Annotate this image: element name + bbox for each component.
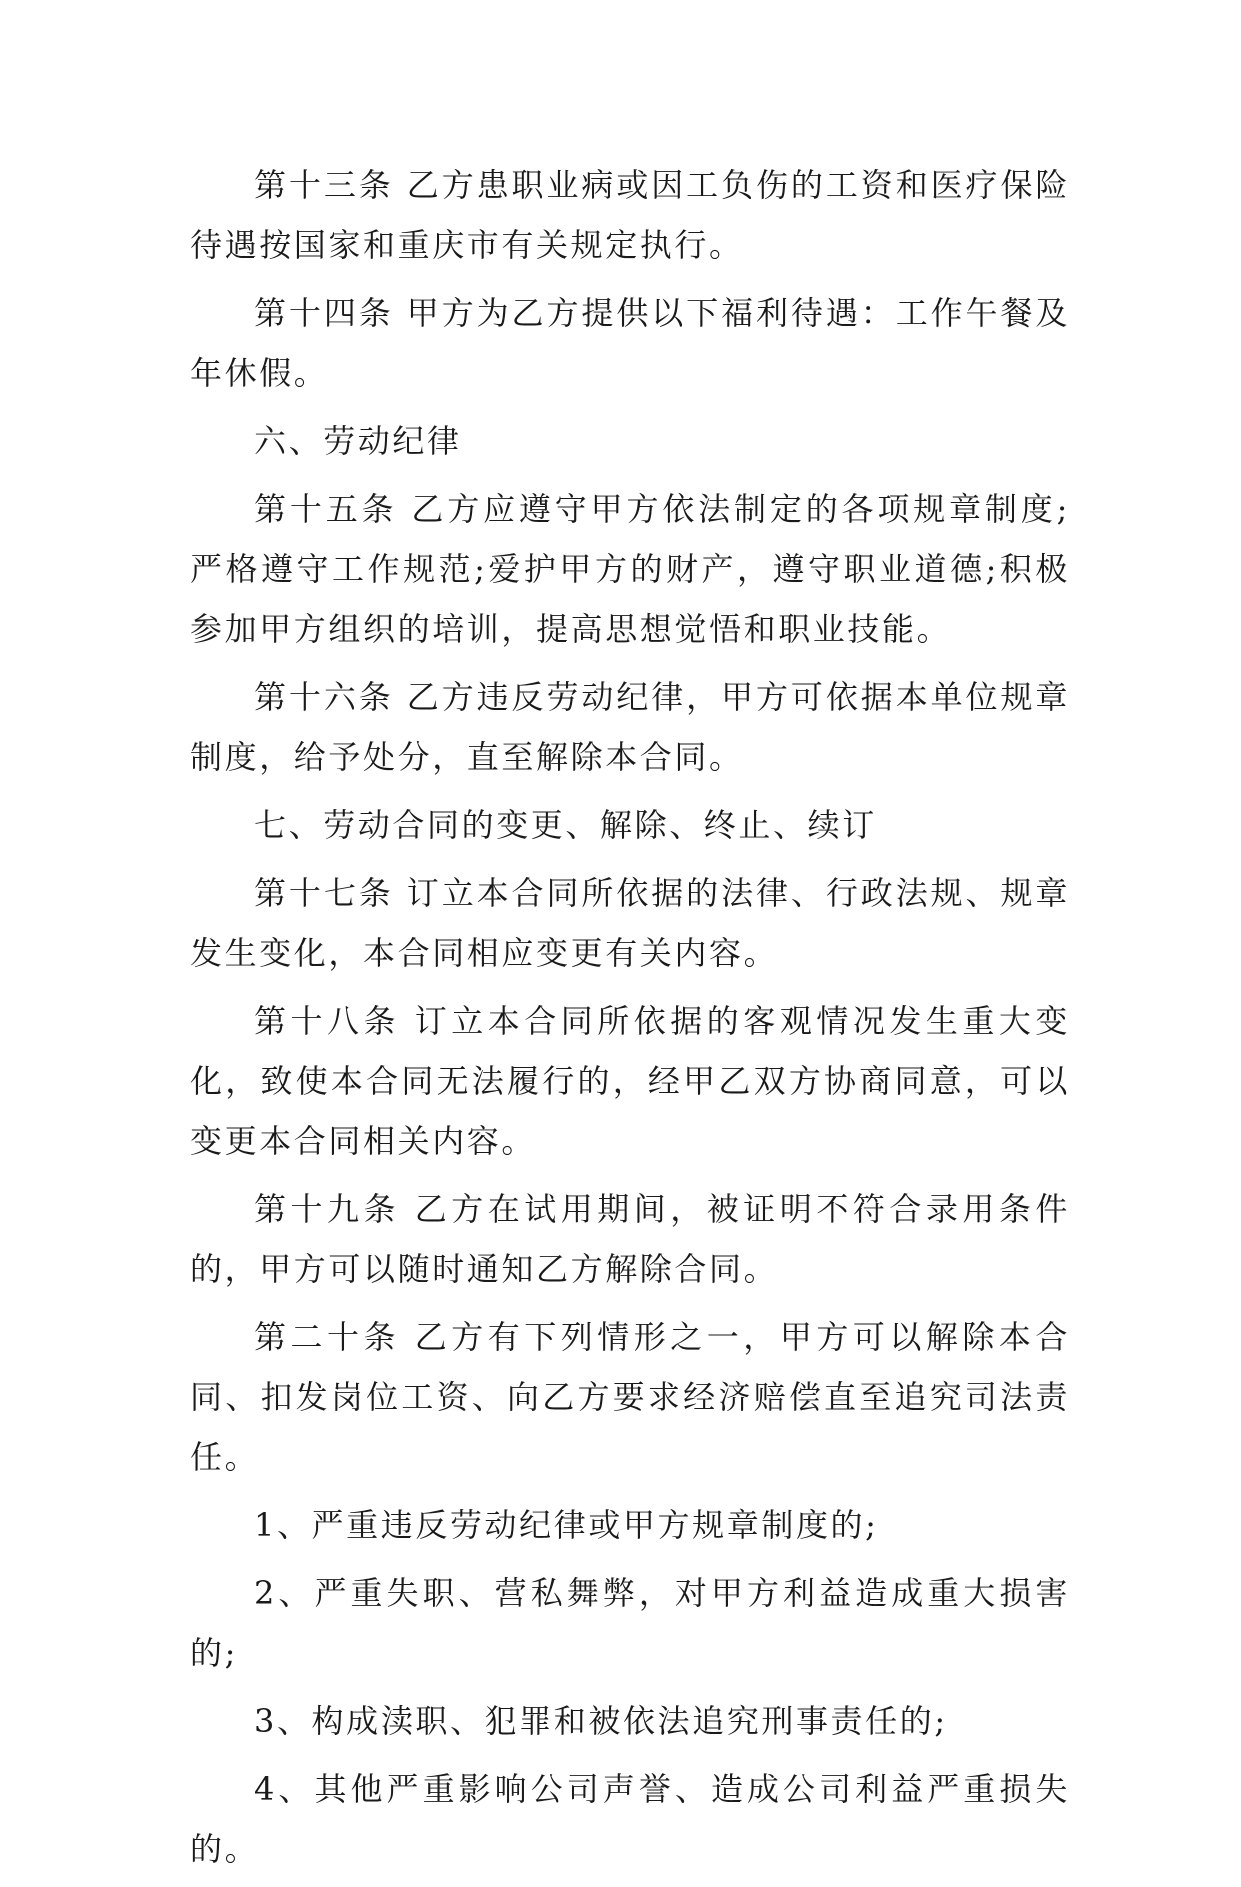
- list-item-4: 4、其他严重影响公司声誉、造成公司利益严重损失的。: [190, 1770, 1070, 1868]
- article-13: 第十三条 乙方患职业病或因工负伤的工资和医疗保险待遇按国家和重庆市有关规定执行。: [190, 166, 1070, 264]
- article-15: 第十五条 乙方应遵守甲方依法制定的各项规章制度;严格遵守工作规范;爱护甲方的财产，遵守职业道德;积极参加甲方组织的培训，提高思想觉悟和职业技能。: [190, 490, 1070, 648]
- article-20: 第二十条 乙方有下列情形之一，甲方可以解除本合同、扣发岗位工资、向乙方要求经济赔偿直至追究司法责任。: [190, 1318, 1070, 1476]
- section-heading-labor-discipline: 六、劳动纪律: [254, 422, 462, 460]
- document-body: [190, 155, 1070, 1887]
- article-17: 第十七条 订立本合同所依据的法律、行政法规、规章发生变化，本合同相应变更有关内容。: [190, 874, 1070, 972]
- list-item-2: 2、严重失职、营私舞弊，对甲方利益造成重大损害的;: [190, 1574, 1070, 1672]
- article-18: 第十八条 订立本合同所依据的客观情况发生重大变化，致使本合同无法履行的，经甲乙双方协商同意，可以变更本合同相关内容。: [190, 1002, 1070, 1160]
- article-19: 第十九条 乙方在试用期间，被证明不符合录用条件的，甲方可以随时通知乙方解除合同。: [190, 1190, 1070, 1288]
- list-item-1: 1、严重违反劳动纪律或甲方规章制度的;: [254, 1506, 879, 1544]
- section-heading-contract-changes: 七、劳动合同的变更、解除、终止、续订: [254, 806, 877, 844]
- article-16: 第十六条 乙方违反劳动纪律，甲方可依据本单位规章制度，给予处分，直至解除本合同。: [190, 678, 1070, 776]
- list-item-3: 3、构成渎职、犯罪和被依法追究刑事责任的;: [254, 1702, 948, 1740]
- article-14: 第十四条 甲方为乙方提供以下福利待遇：工作午餐及年休假。: [190, 294, 1070, 392]
